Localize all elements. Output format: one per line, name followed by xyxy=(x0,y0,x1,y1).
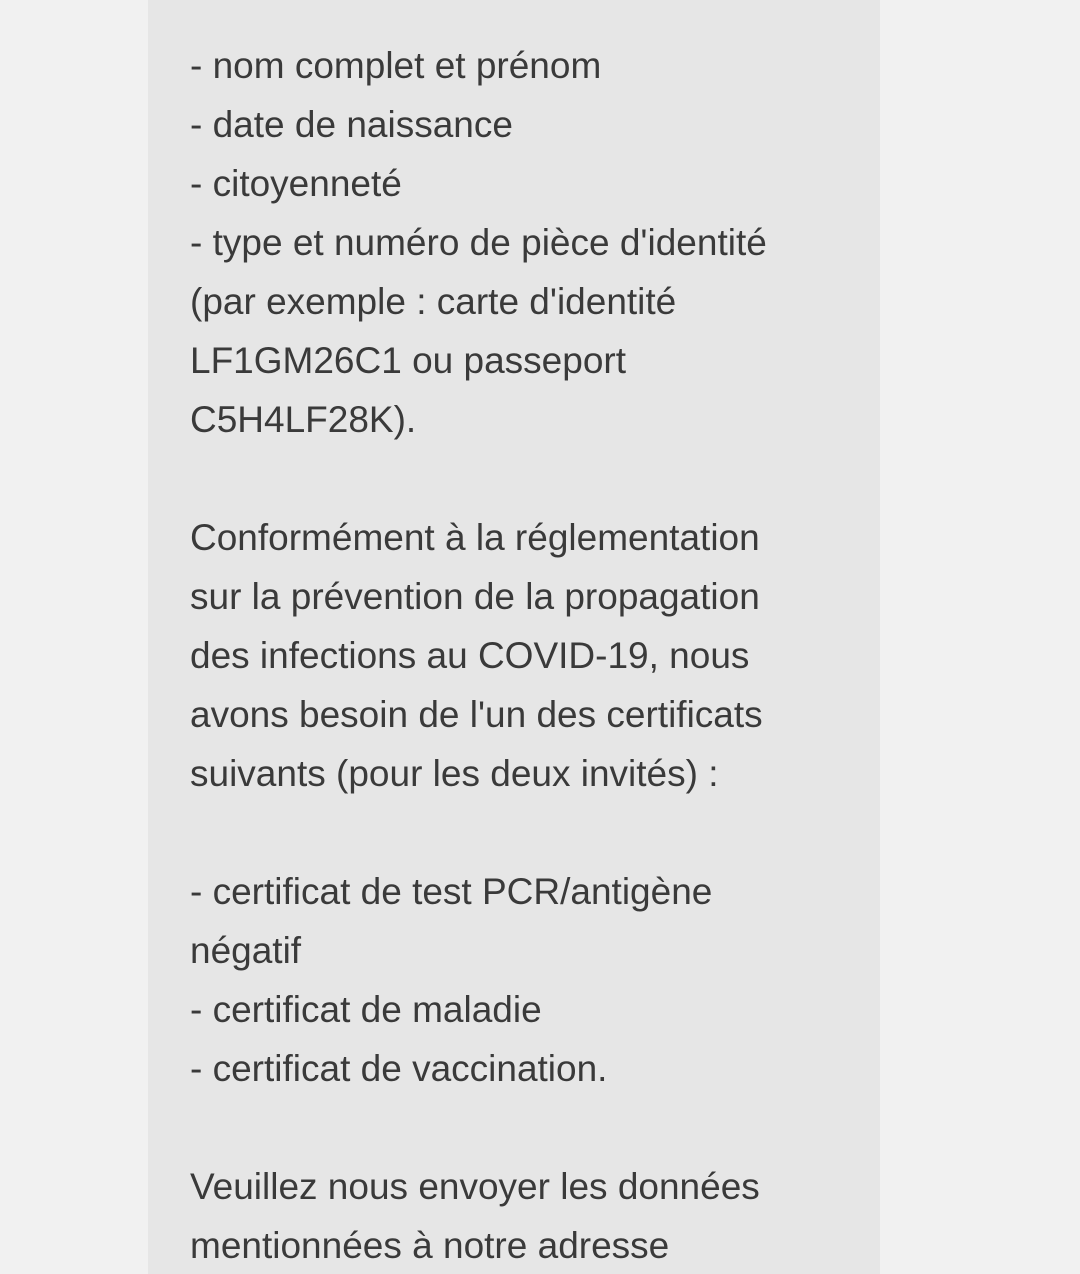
message-line: - certificat de vaccination. xyxy=(190,1048,608,1089)
message-line: (par exemple : carte d'identité xyxy=(190,281,677,322)
message-blank-line xyxy=(190,1098,850,1157)
message-line: C5H4LF28K). xyxy=(190,399,417,440)
message-line: mentionnées à notre adresse xyxy=(190,1225,670,1266)
message-line: LF1GM26C1 ou passeport xyxy=(190,340,627,381)
message-line: - type et numéro de pièce d'identité xyxy=(190,222,767,263)
message-line: sur la prévention de la propagation xyxy=(190,576,760,617)
message-line: négatif xyxy=(190,930,302,971)
message-blank-line xyxy=(190,803,850,862)
message-line: Conformément à la réglementation xyxy=(190,517,760,558)
message-line: suivants (pour les deux invités) : xyxy=(190,753,719,794)
message-text xyxy=(190,36,850,1274)
message-line: - date de naissance xyxy=(190,104,513,145)
message-line: - citoyenneté xyxy=(190,163,402,204)
message-bubble xyxy=(148,0,880,1274)
message-blank-line xyxy=(190,449,850,508)
message-line: - certificat de maladie xyxy=(190,989,542,1030)
message-line: - nom complet et prénom xyxy=(190,45,602,86)
message-line: Veuillez nous envoyer les données xyxy=(190,1166,760,1207)
message-line: des infections au COVID-19, nous xyxy=(190,635,750,676)
message-line: avons besoin de l'un des certificats xyxy=(190,694,763,735)
message-line: - certificat de test PCR/antigène xyxy=(190,871,713,912)
